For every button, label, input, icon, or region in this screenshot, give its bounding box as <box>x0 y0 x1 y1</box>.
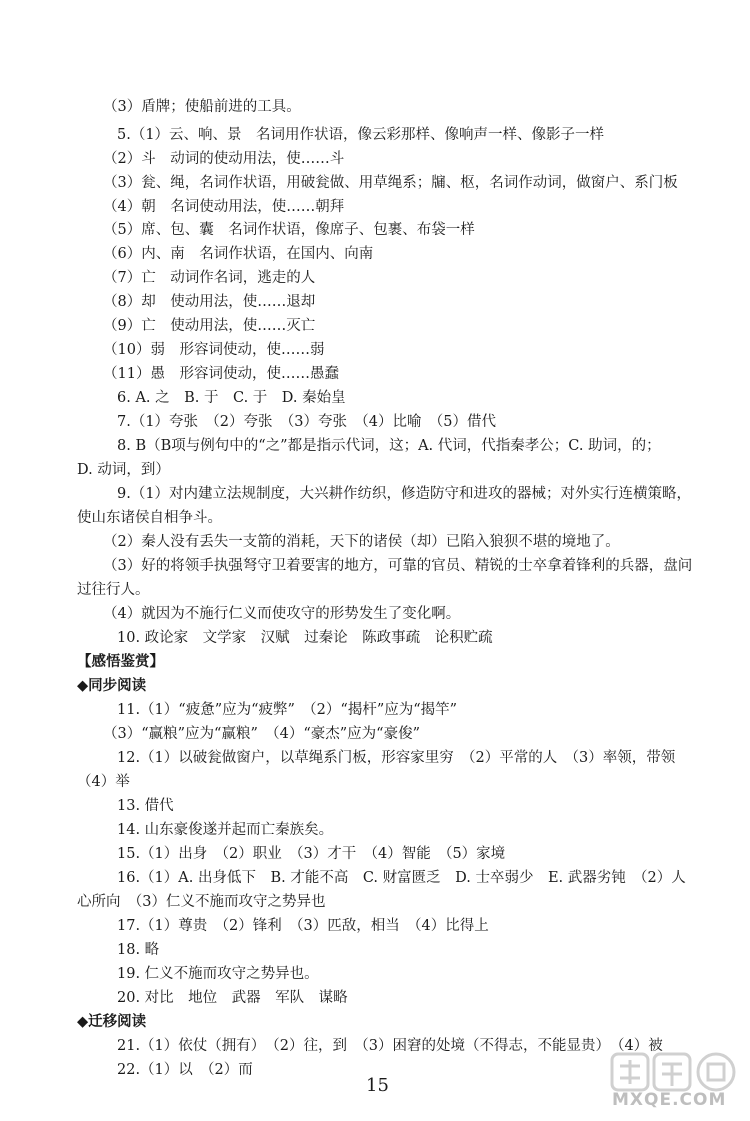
subsection-heading: ◆同步阅读 <box>77 677 147 694</box>
text-line: 心所向 （3）仁义不施而攻守之势异也 <box>77 894 326 910</box>
text-line: 9.（1）对内建立法规制度，大兴耕作纺织，修造防守和进攻的器械；对外实行连横策略， <box>117 486 692 502</box>
text-line: 16.（1）A. 出身低下 B. 才能不高 C. 财富匮乏 D. 士卒弱少 E. 武器劣钝 （2）人 <box>117 870 686 886</box>
text-line: 10. 政论家 文学家 汉赋 过秦论 陈政事疏 论积贮疏 <box>117 630 493 646</box>
text-line: 21.（1）依仗（拥有） （2）往，到 （3）困窘的处境（不得志，不能显贵） （4）被 <box>117 1038 663 1054</box>
text-line: （3）好的将领手执强弩守卫着要害的地方，可靠的官员、精锐的士卒拿着锋利的兵器，盘问 <box>103 558 693 574</box>
text-line: 12.（1）以破瓮做窗户，以草绳系门板，形容家里穷 （2）平常的人 （3）率领，带领 <box>117 750 676 766</box>
text-line: （7）亡 动词作名词，逃走的人 <box>103 270 316 286</box>
text-line: 15.（1）出身 （2）职业 （3）才干 （4）智能 （5）家境 <box>117 846 506 862</box>
text-line: （4）就因为不施行仁义而使攻守的形势发生了变化啊。 <box>103 606 461 622</box>
text-line: （8）却 使动用法，使……退却 <box>103 294 316 310</box>
text-line: （3）瓮、绳，名词作状语，用破瓮做、用草绳系；牖、枢，名词作动词，做窗户、系门板 <box>103 175 678 191</box>
text-line: （2）斗 动词的使动用法，使……斗 <box>103 151 345 167</box>
text-line: （10）弱 形容词使动，使……弱 <box>103 342 325 358</box>
text-line: 5.（1）云、响、景 名词用作状语，像云彩那样、像响声一样、像影子一样 <box>117 127 605 143</box>
text-line: （2）秦人没有丢失一支箭的消耗，天下的诸侯（却）已陷入狼狈不堪的境地了。 <box>103 534 620 550</box>
text-line: 13. 借代 <box>117 798 174 814</box>
text-line: 使山东诸侯自相争斗。 <box>77 510 222 526</box>
watermark-url: MXQE.COM <box>612 1090 727 1110</box>
text-line: 6. A. 之 B. 于 C. 于 D. 秦始皇 <box>117 390 346 406</box>
page-number: 15 <box>366 1075 389 1096</box>
section-heading: 【感悟鉴赏】 <box>77 653 164 670</box>
text-line: （4）朝 名词使动用法，使……朝拜 <box>103 199 345 215</box>
text-line: 17.（1）尊贵 （2）锋利 （3）匹敌，相当 （4）比得上 <box>117 918 489 934</box>
text-line: （3）盾牌；使船前进的工具。 <box>103 99 301 115</box>
text-line: 20. 对比 地位 武器 军队 谋略 <box>117 990 348 1006</box>
text-line: （3）“赢粮”应为“赢粮” （4）“豪杰”应为“豪俊” <box>103 726 421 742</box>
text-line: 14. 山东豪俊遂并起而亡秦族矣。 <box>117 822 334 838</box>
text-line: （5）席、包、囊 名词作状语，像席子、包裹、布袋一样 <box>103 222 475 238</box>
text-line: （6）内、南 名词作状语，在国内、向南 <box>103 246 374 262</box>
text-line: 11.（1）“疲惫”应为“疲弊” （2）“揭杆”应为“揭竿” <box>117 702 458 718</box>
text-line: 过往行人。 <box>77 582 150 598</box>
text-line: D. 动词，到） <box>77 462 170 478</box>
text-line: （4）举 <box>77 774 130 790</box>
text-line: 7.（1）夸张 （2）夸张 （3）夸张 （4）比喻 （5）借代 <box>117 414 496 430</box>
text-line: （11）愚 形容词使动，使……愚蠢 <box>103 366 339 382</box>
text-line: 22.（1）以 （2）而 <box>117 1062 253 1078</box>
text-line: 8. B（B项与例句中的“之”都是指示代词，这；A. 代词，代指秦孝公；C. 助词，的； <box>117 438 661 454</box>
subsection-heading: ◆迁移阅读 <box>77 1013 147 1030</box>
text-line: 18. 略 <box>117 942 160 958</box>
text-line: 19. 仁义不施而攻守之势异也。 <box>117 966 319 982</box>
text-line: （9）亡 使动用法，使……灭亡 <box>103 318 316 334</box>
watermark-logo-icon <box>610 1050 740 1094</box>
